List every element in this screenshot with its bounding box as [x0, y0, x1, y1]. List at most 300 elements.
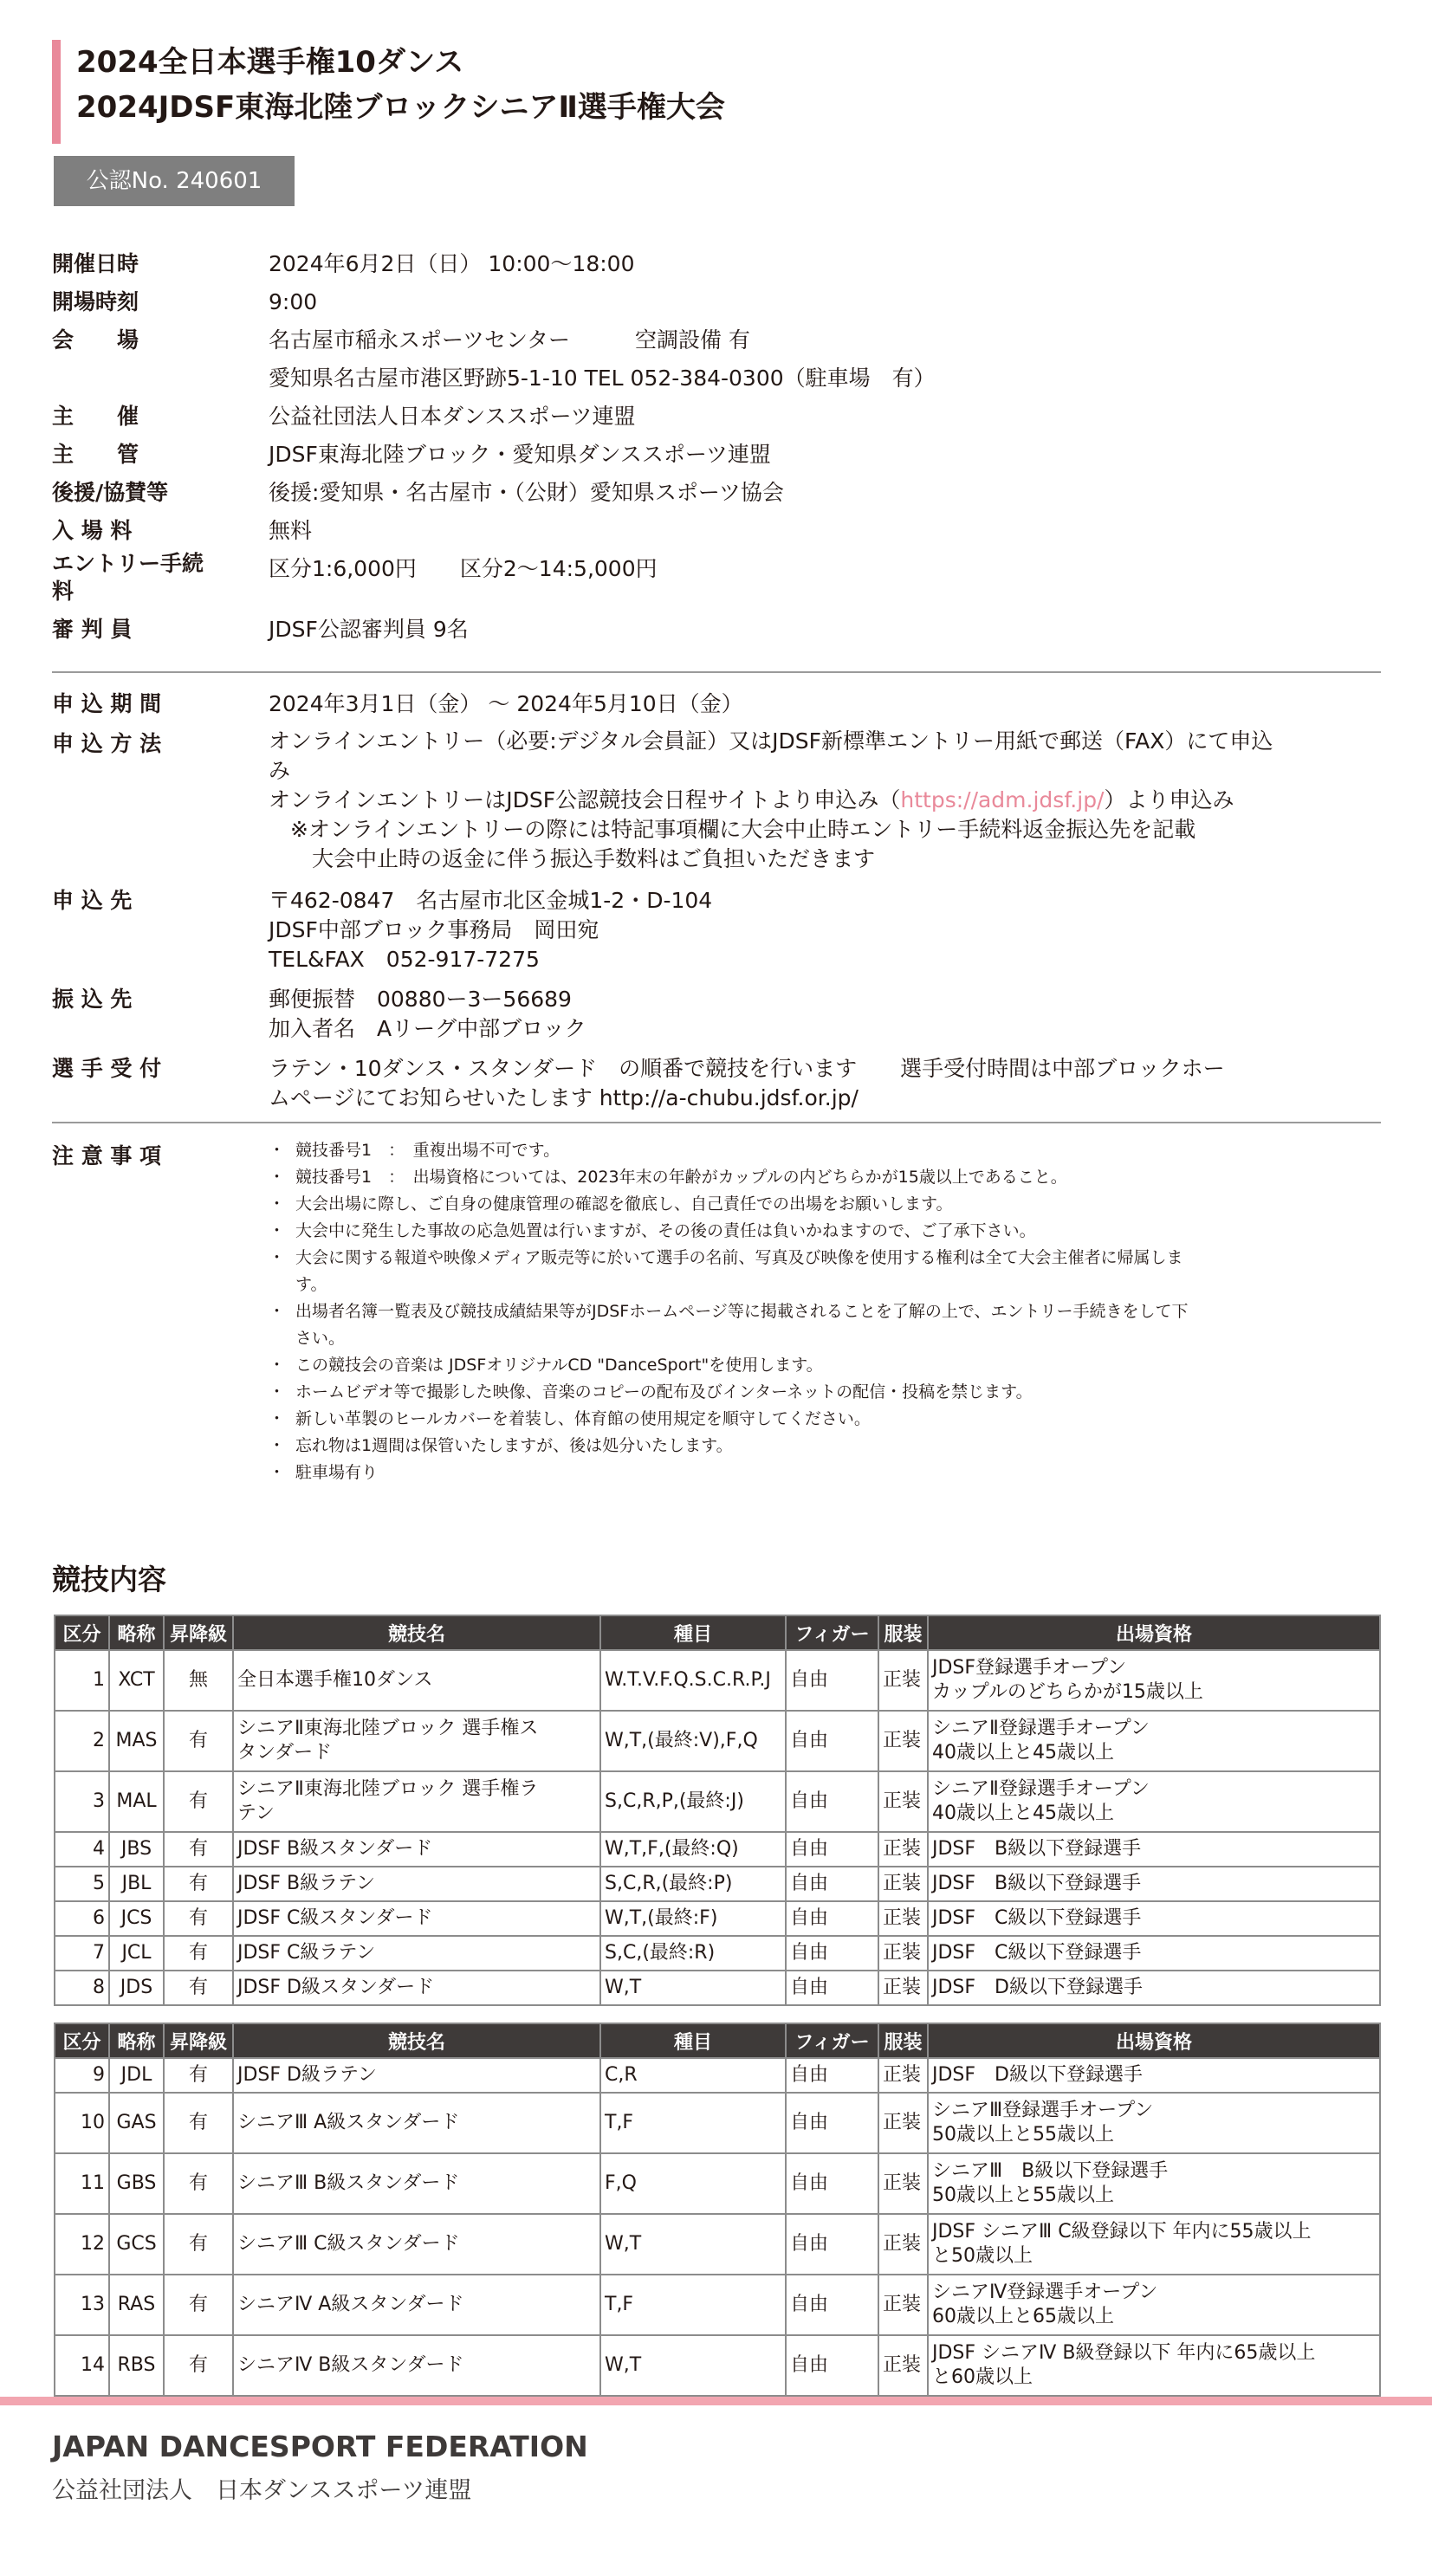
name-line: シニアⅣ B級スタンダード — [237, 2354, 464, 2376]
cell-figure: 自由 — [786, 2335, 878, 2396]
note-item — [269, 1352, 1381, 1379]
cell-promo: 有 — [164, 2335, 233, 2396]
info-label: 主 管 — [52, 442, 139, 467]
column-header: 競技名 — [233, 1615, 600, 1650]
info-label: 開催日時 — [52, 251, 139, 276]
bullet: ・ — [269, 1168, 286, 1187]
cell-qualification — [928, 2093, 1380, 2153]
address-label: 申 込 先 — [52, 888, 133, 913]
cell-events: W.T.V.F.Q.S.C.R.P.J — [600, 1650, 786, 1711]
info-value — [269, 512, 1381, 550]
cell-no: 1 — [55, 1650, 109, 1711]
info-row — [52, 512, 1381, 550]
cell-abbr: RAS — [109, 2275, 164, 2335]
cell-name — [233, 1771, 600, 1832]
cell-dress: 正装 — [878, 1711, 928, 1771]
cell-dress: 正装 — [878, 1936, 928, 1971]
cell-promo: 有 — [164, 1936, 233, 1971]
table-row — [55, 1832, 1380, 1867]
info-value — [269, 474, 1381, 512]
method-line: オンラインエントリー（必要:デジタル会員証）又はJDSF新標準エントリー用紙で郵送（FAX）にて申込 — [269, 728, 1273, 754]
cell-abbr: JCL — [109, 1936, 164, 1971]
qual-line: JDSF B級以下登録選手 — [932, 1838, 1142, 1860]
cell-promo: 有 — [164, 2093, 233, 2153]
address-line: TEL&FAX 052-917-7275 — [269, 947, 540, 972]
cell-figure: 自由 — [786, 2275, 878, 2335]
bullet: ・ — [269, 1436, 286, 1455]
info-line: 愛知県名古屋市港区野跡5-1-10 TEL 052-384-0300（駐車場 有） — [269, 366, 936, 391]
table-row — [55, 2275, 1380, 2335]
cell-name — [233, 1971, 600, 2005]
cell-qualification — [928, 2335, 1380, 2396]
footer-org-jp: 公益社団法人 日本ダンススポーツ連盟 — [52, 2477, 472, 2504]
info-value — [269, 245, 1381, 283]
info-label: 主 催 — [52, 404, 139, 429]
note-item — [269, 1164, 1381, 1191]
cell-abbr: RBS — [109, 2335, 164, 2396]
bullet: ・ — [269, 1302, 286, 1321]
info-value — [269, 611, 1381, 649]
notes-section — [52, 1137, 1381, 1486]
info-label: 開場時刻 — [52, 289, 139, 314]
bank-row — [52, 985, 1381, 1044]
qual-line: シニアⅣ登録選手オープン — [932, 2282, 1158, 2303]
bank-line: 郵便振替 00880ー3ー56689 — [269, 987, 572, 1012]
jdsf-link[interactable]: https://adm.jdsf.jp/ — [900, 787, 1105, 812]
info-label: 会 場 — [52, 327, 139, 353]
cell-name — [233, 1650, 600, 1711]
cell-events: T,F — [600, 2275, 786, 2335]
cell-qualification — [928, 1711, 1380, 1771]
cell-dress: 正装 — [878, 1901, 928, 1936]
cell-abbr: MAS — [109, 1711, 164, 1771]
cell-no: 7 — [55, 1936, 109, 1971]
qual-line: シニアⅢ登録選手オープン — [932, 2100, 1154, 2121]
competition-table-2 — [54, 2023, 1381, 2397]
cell-figure: 自由 — [786, 2058, 878, 2093]
cell-figure: 自由 — [786, 2093, 878, 2153]
name-line: JDSF C級ラテン — [237, 1942, 376, 1964]
cell-abbr: JBL — [109, 1867, 164, 1901]
column-header: 区分 — [55, 2023, 109, 2058]
note-item — [269, 1218, 1381, 1245]
table-header-row — [55, 1615, 1380, 1650]
qual-line: JDSF登録選手オープン — [932, 1657, 1127, 1679]
cell-promo: 有 — [164, 1771, 233, 1832]
note-text: 忘れ物は1週間は保管いたしますが、後は処分いたします。 — [295, 1436, 733, 1455]
table-row — [55, 2214, 1380, 2275]
qual-line: JDSF シニアⅣ B級登録以下 年内に65歳以上 — [932, 2342, 1316, 2364]
method-label: 申 込 方 法 — [52, 731, 162, 756]
name-line: シニアⅢ A級スタンダード — [237, 2112, 460, 2133]
cell-dress: 正装 — [878, 2214, 928, 2275]
cell-promo: 有 — [164, 2275, 233, 2335]
table-row — [55, 1971, 1380, 2005]
cell-name — [233, 1832, 600, 1867]
reception-line: ラテン・10ダンス・スタンダード の順番で競技を行います 選手受付時間は中部ブロックホー — [269, 1056, 1225, 1081]
info-line: 区分1:6,000円 区分2～14:5,000円 — [269, 556, 658, 581]
qual-line: シニアⅢ B級以下登録選手 — [932, 2160, 1169, 2182]
table-row — [55, 1650, 1380, 1711]
note-item — [269, 1379, 1381, 1406]
cell-figure: 自由 — [786, 1971, 878, 2005]
info-label: 後援/協賛等 — [52, 480, 169, 505]
cell-abbr: GAS — [109, 2093, 164, 2153]
bullet: ・ — [269, 1221, 286, 1240]
competition-table-1 — [54, 1615, 1381, 2006]
divider — [52, 671, 1381, 673]
cell-events: T,F — [600, 2093, 786, 2153]
info-row — [52, 398, 1381, 436]
cell-promo: 無 — [164, 1650, 233, 1711]
column-header: 略称 — [109, 2023, 164, 2058]
note-item — [269, 1137, 1381, 1164]
info-line: JDSF公認審判員 9名 — [269, 617, 469, 642]
cell-figure: 自由 — [786, 2153, 878, 2214]
qual-line: JDSF B級以下登録選手 — [932, 1873, 1142, 1894]
method-text: ）より申込み — [1104, 787, 1234, 812]
cell-name — [233, 1867, 600, 1901]
event-info — [52, 245, 1381, 649]
note-item — [269, 1191, 1381, 1218]
info-row — [52, 321, 1381, 398]
cell-events: S,C,(最終:R) — [600, 1936, 786, 1971]
cell-dress: 正装 — [878, 2335, 928, 2396]
note-item — [269, 1433, 1381, 1460]
cell-name — [233, 2275, 600, 2335]
name-line: シニアⅡ東海北陸ブロック 選手権ス — [237, 1718, 539, 1739]
cell-events: W,T — [600, 2335, 786, 2396]
qual-line: JDSF D級以下登録選手 — [932, 2064, 1143, 2086]
column-header: 種目 — [600, 2023, 786, 2058]
address-value — [269, 886, 1381, 974]
period-row — [52, 685, 1381, 723]
note-text: 競技番号1 ： 重複出場不可です。 — [295, 1141, 560, 1160]
method-line: 大会中止時の返金に伴う振込手数料はご負担いただきます — [269, 846, 876, 871]
qual-line: 50歳以上と55歳以上 — [932, 2184, 1114, 2206]
qual-line: JDSF シニアⅢ C級登録以下 年内に55歳以上 — [932, 2221, 1312, 2243]
note-text: 大会出場に際し、ご自身の健康管理の確認を徹底し、自己責任での出場をお願いします。 — [295, 1194, 953, 1214]
cell-qualification — [928, 2275, 1380, 2335]
note-text: 出場者名簿一覧表及び競技成績結果等がJDSFホームページ等に掲載されることを了解の上で、エントリー手続きをして下 — [295, 1302, 1189, 1321]
cell-promo: 有 — [164, 1971, 233, 2005]
note-item — [269, 1272, 1381, 1298]
name-line: シニアⅢ B級スタンダード — [237, 2172, 460, 2194]
reception-value — [269, 1054, 1381, 1113]
cell-promo: 有 — [164, 2153, 233, 2214]
cell-abbr: MAL — [109, 1771, 164, 1832]
info-value — [269, 550, 1381, 605]
cell-dress: 正装 — [878, 1832, 928, 1867]
column-header: 競技名 — [233, 2023, 600, 2058]
info-line: 無料 — [269, 518, 313, 543]
cell-events: W,T — [600, 1971, 786, 2005]
info-value — [269, 436, 1381, 474]
cell-promo: 有 — [164, 2214, 233, 2275]
qual-line: 40歳以上と45歳以上 — [932, 1803, 1114, 1824]
cell-events: F,Q — [600, 2153, 786, 2214]
info-line: 後援:愛知県・名古屋市・（公財）愛知県スポーツ協会 — [269, 480, 784, 505]
bank-label: 振 込 先 — [52, 987, 133, 1012]
info-row — [52, 474, 1381, 512]
cell-qualification — [928, 2153, 1380, 2214]
note-text: 競技番号1 ： 出場資格については、2023年末の年齢がカップルの内どちらかが15歳以上であること。 — [295, 1168, 1067, 1187]
cell-abbr: GBS — [109, 2153, 164, 2214]
info-value — [269, 321, 1381, 398]
title-block — [52, 40, 725, 144]
method-line: ※オンラインエントリーの際には特記事項欄に大会中止時エントリー手続料返金振込先を記載 — [269, 817, 1196, 842]
column-header: フィガー — [786, 1615, 878, 1650]
bank-value — [269, 985, 1381, 1044]
name-line: JDSF D級ラテン — [237, 2064, 377, 2086]
column-header: 服装 — [878, 2023, 928, 2058]
name-line: JDSF B級スタンダード — [237, 1838, 433, 1860]
info-value — [269, 398, 1381, 436]
cell-qualification — [928, 1901, 1380, 1936]
info-line: 名古屋市稲永スポーツセンター 空調設備 有 — [269, 327, 750, 353]
cell-name — [233, 1936, 600, 1971]
info-row — [52, 245, 1381, 283]
cell-name — [233, 2335, 600, 2396]
cell-dress: 正装 — [878, 2275, 928, 2335]
column-header: 服装 — [878, 1615, 928, 1650]
info-row — [52, 611, 1381, 649]
name-line: JDSF C級スタンダード — [237, 1907, 433, 1929]
cell-abbr: JDL — [109, 2058, 164, 2093]
name-line: JDSF D級スタンダード — [237, 1977, 435, 1998]
cell-dress: 正装 — [878, 1650, 928, 1711]
reception-row — [52, 1054, 1381, 1113]
note-item — [269, 1245, 1381, 1272]
table-row — [55, 2058, 1380, 2093]
cell-dress: 正装 — [878, 2058, 928, 2093]
period-label: 申 込 期 間 — [52, 691, 162, 716]
note-text: さい。 — [295, 1329, 346, 1348]
note-item — [269, 1325, 1381, 1352]
info-line: 2024年6月2日（日） 10:00～18:00 — [269, 251, 635, 276]
note-item — [269, 1460, 1381, 1486]
cell-figure: 自由 — [786, 1901, 878, 1936]
cell-name — [233, 2058, 600, 2093]
column-header: 昇降級 — [164, 1615, 233, 1650]
cell-dress: 正装 — [878, 2093, 928, 2153]
cell-abbr: GCS — [109, 2214, 164, 2275]
table-row — [55, 2093, 1380, 2153]
cell-dress: 正装 — [878, 1971, 928, 2005]
cell-figure: 自由 — [786, 1650, 878, 1711]
bank-line: 加入者名 Aリーグ中部ブロック — [269, 1016, 586, 1041]
qual-line: と60歳以上 — [932, 2366, 1033, 2388]
qual-line: JDSF C級以下登録選手 — [932, 1942, 1142, 1964]
column-header: フィガー — [786, 2023, 878, 2058]
info-label: エントリー手続料 — [52, 551, 204, 604]
qual-line: JDSF C級以下登録選手 — [932, 1907, 1142, 1929]
cell-events: S,C,R,(最終:P) — [600, 1867, 786, 1901]
cell-name — [233, 2153, 600, 2214]
qual-line: JDSF D級以下登録選手 — [932, 1977, 1143, 1998]
info-label: 入 場 料 — [52, 518, 133, 543]
cell-no: 5 — [55, 1867, 109, 1901]
cell-no: 11 — [55, 2153, 109, 2214]
method-text: オンラインエントリーはJDSF公認競技会日程サイトより申込み（ — [269, 787, 901, 812]
info-line: JDSF東海北陸ブロック・愛知県ダンススポーツ連盟 — [269, 442, 771, 467]
qual-line: と50歳以上 — [932, 2245, 1033, 2267]
divider — [52, 1122, 1381, 1123]
info-line: 公益社団法人日本ダンススポーツ連盟 — [269, 404, 636, 429]
bullet: ・ — [269, 1409, 286, 1428]
name-line: テン — [237, 1803, 275, 1824]
competition-title: 競技内容 — [52, 1563, 166, 1596]
bullet: ・ — [269, 1382, 286, 1401]
note-item — [269, 1406, 1381, 1433]
cell-name — [233, 2214, 600, 2275]
reception-label: 選 手 受 付 — [52, 1056, 162, 1081]
cell-no: 14 — [55, 2335, 109, 2396]
method-line — [269, 786, 1381, 815]
cell-abbr: XCT — [109, 1650, 164, 1711]
column-header: 出場資格 — [928, 1615, 1380, 1650]
application-info — [52, 685, 1381, 1113]
cell-events: W,T,(最終:F) — [600, 1901, 786, 1936]
note-text: 大会中に発生した事故の応急処置は行いますが、その後の責任は負いかねますので、ご了承下さい。 — [295, 1221, 1036, 1240]
table-row — [55, 1771, 1380, 1832]
method-row — [52, 727, 1381, 874]
bullet: ・ — [269, 1141, 286, 1160]
column-header: 種目 — [600, 1615, 786, 1650]
qual-line: シニアⅡ登録選手オープン — [932, 1718, 1150, 1739]
table-row — [55, 1936, 1380, 1971]
cell-qualification — [928, 1936, 1380, 1971]
note-text: 大会に関する報道や映像メディア販売等に於いて選手の名前、写真及び映像を使用する権利は全て大会主催者に帰属しま — [295, 1248, 1183, 1267]
info-row — [52, 283, 1381, 321]
cell-figure: 自由 — [786, 1936, 878, 1971]
event-title-1: 2024全日本選手権10ダンス — [76, 45, 464, 80]
method-line: み — [269, 758, 291, 783]
bullet: ・ — [269, 1463, 286, 1482]
cell-qualification — [928, 2214, 1380, 2275]
cell-promo: 有 — [164, 1901, 233, 1936]
cell-name — [233, 1901, 600, 1936]
qual-line: シニアⅡ登録選手オープン — [932, 1778, 1150, 1800]
name-line: JDSF B級ラテン — [237, 1873, 376, 1894]
table-row — [55, 2335, 1380, 2396]
qual-line: 50歳以上と55歳以上 — [932, 2124, 1114, 2146]
note-text: ホームビデオ等で撮影した映像、音楽のコピーの配布及びインターネットの配信・投稿を禁じます。 — [295, 1382, 1033, 1401]
cell-qualification — [928, 1971, 1380, 2005]
table-row — [55, 1867, 1380, 1901]
name-line: タンダード — [237, 1742, 333, 1764]
cell-abbr: JDS — [109, 1971, 164, 2005]
name-line: 全日本選手権10ダンス — [237, 1669, 433, 1691]
cell-dress: 正装 — [878, 1867, 928, 1901]
name-line: シニアⅣ A級スタンダード — [237, 2294, 464, 2315]
cell-abbr: JCS — [109, 1901, 164, 1936]
notes-label: 注 意 事 項 — [52, 1143, 162, 1168]
footer-bar — [0, 2397, 1432, 2405]
note-text: 駐車場有り — [295, 1463, 379, 1482]
info-row — [52, 550, 1381, 605]
address-line: JDSF中部ブロック事務局 岡田宛 — [269, 917, 599, 942]
column-header: 昇降級 — [164, 2023, 233, 2058]
cell-no: 10 — [55, 2093, 109, 2153]
bullet: ・ — [269, 1356, 286, 1375]
cell-qualification — [928, 1867, 1380, 1901]
cell-qualification — [928, 2058, 1380, 2093]
approval-badge: 公認No. 240601 — [54, 156, 295, 206]
cell-name — [233, 2093, 600, 2153]
note-item — [269, 1298, 1381, 1325]
cell-promo: 有 — [164, 1711, 233, 1771]
cell-figure: 自由 — [786, 1771, 878, 1832]
footer-org-en: JAPAN DANCESPORT FEDERATION — [52, 2430, 588, 2463]
table-row — [55, 1901, 1380, 1936]
table-row — [55, 2153, 1380, 2214]
name-line: シニアⅢ C級スタンダード — [237, 2233, 460, 2255]
column-header: 略称 — [109, 1615, 164, 1650]
cell-figure: 自由 — [786, 1867, 878, 1901]
cell-qualification — [928, 1771, 1380, 1832]
column-header: 区分 — [55, 1615, 109, 1650]
period-value: 2024年3月1日（金） ～ 2024年5月10日（金） — [269, 691, 743, 716]
cell-promo: 有 — [164, 1867, 233, 1901]
cell-no: 8 — [55, 1971, 109, 2005]
name-line: シニアⅡ東海北陸ブロック 選手権ラ — [237, 1778, 539, 1800]
info-line: 9:00 — [269, 289, 318, 314]
cell-events: W,T,(最終:V),F,Q — [600, 1711, 786, 1771]
cell-no: 4 — [55, 1832, 109, 1867]
info-row — [52, 436, 1381, 474]
cell-abbr: JBS — [109, 1832, 164, 1867]
info-label: 審 判 員 — [52, 617, 133, 642]
address-row — [52, 886, 1381, 974]
cell-no: 6 — [55, 1901, 109, 1936]
cell-dress: 正装 — [878, 2153, 928, 2214]
notes-list — [269, 1137, 1381, 1486]
cell-no: 9 — [55, 2058, 109, 2093]
bullet: ・ — [269, 1248, 286, 1267]
cell-dress: 正装 — [878, 1771, 928, 1832]
cell-no: 2 — [55, 1711, 109, 1771]
cell-events: S,C,R,P,(最終:J) — [600, 1771, 786, 1832]
qual-line: 40歳以上と45歳以上 — [932, 1742, 1114, 1764]
cell-qualification — [928, 1650, 1380, 1711]
cell-no: 12 — [55, 2214, 109, 2275]
cell-no: 13 — [55, 2275, 109, 2335]
info-value — [269, 283, 1381, 321]
cell-events: C,R — [600, 2058, 786, 2093]
qual-line: 60歳以上と65歳以上 — [932, 2306, 1114, 2327]
note-text: この競技会の音楽は JDSFオリジナルCD "DanceSport"を使用します。 — [295, 1356, 823, 1375]
method-value — [269, 727, 1381, 874]
table-row — [55, 1711, 1380, 1771]
cell-qualification — [928, 1832, 1380, 1867]
cell-promo: 有 — [164, 2058, 233, 2093]
cell-events: W,T,F,(最終:Q) — [600, 1832, 786, 1867]
note-text: 新しい革製のヒールカバーを着装し、体育館の使用規定を順守してください。 — [295, 1409, 871, 1428]
column-header: 出場資格 — [928, 2023, 1380, 2058]
cell-name — [233, 1711, 600, 1771]
qual-line: カップルのどちらかが15歳以上 — [932, 1681, 1203, 1703]
table-header-row — [55, 2023, 1380, 2058]
address-line: 〒462-0847 名古屋市北区金城1-2・D-104 — [269, 888, 713, 913]
event-title-2: 2024JDSF東海北陸ブロックシニアⅡ選手権大会 — [76, 90, 725, 125]
cell-promo: 有 — [164, 1832, 233, 1867]
note-text: す。 — [295, 1275, 327, 1294]
cell-figure: 自由 — [786, 1832, 878, 1867]
cell-figure: 自由 — [786, 1711, 878, 1771]
cell-figure: 自由 — [786, 2214, 878, 2275]
cell-events: W,T — [600, 2214, 786, 2275]
